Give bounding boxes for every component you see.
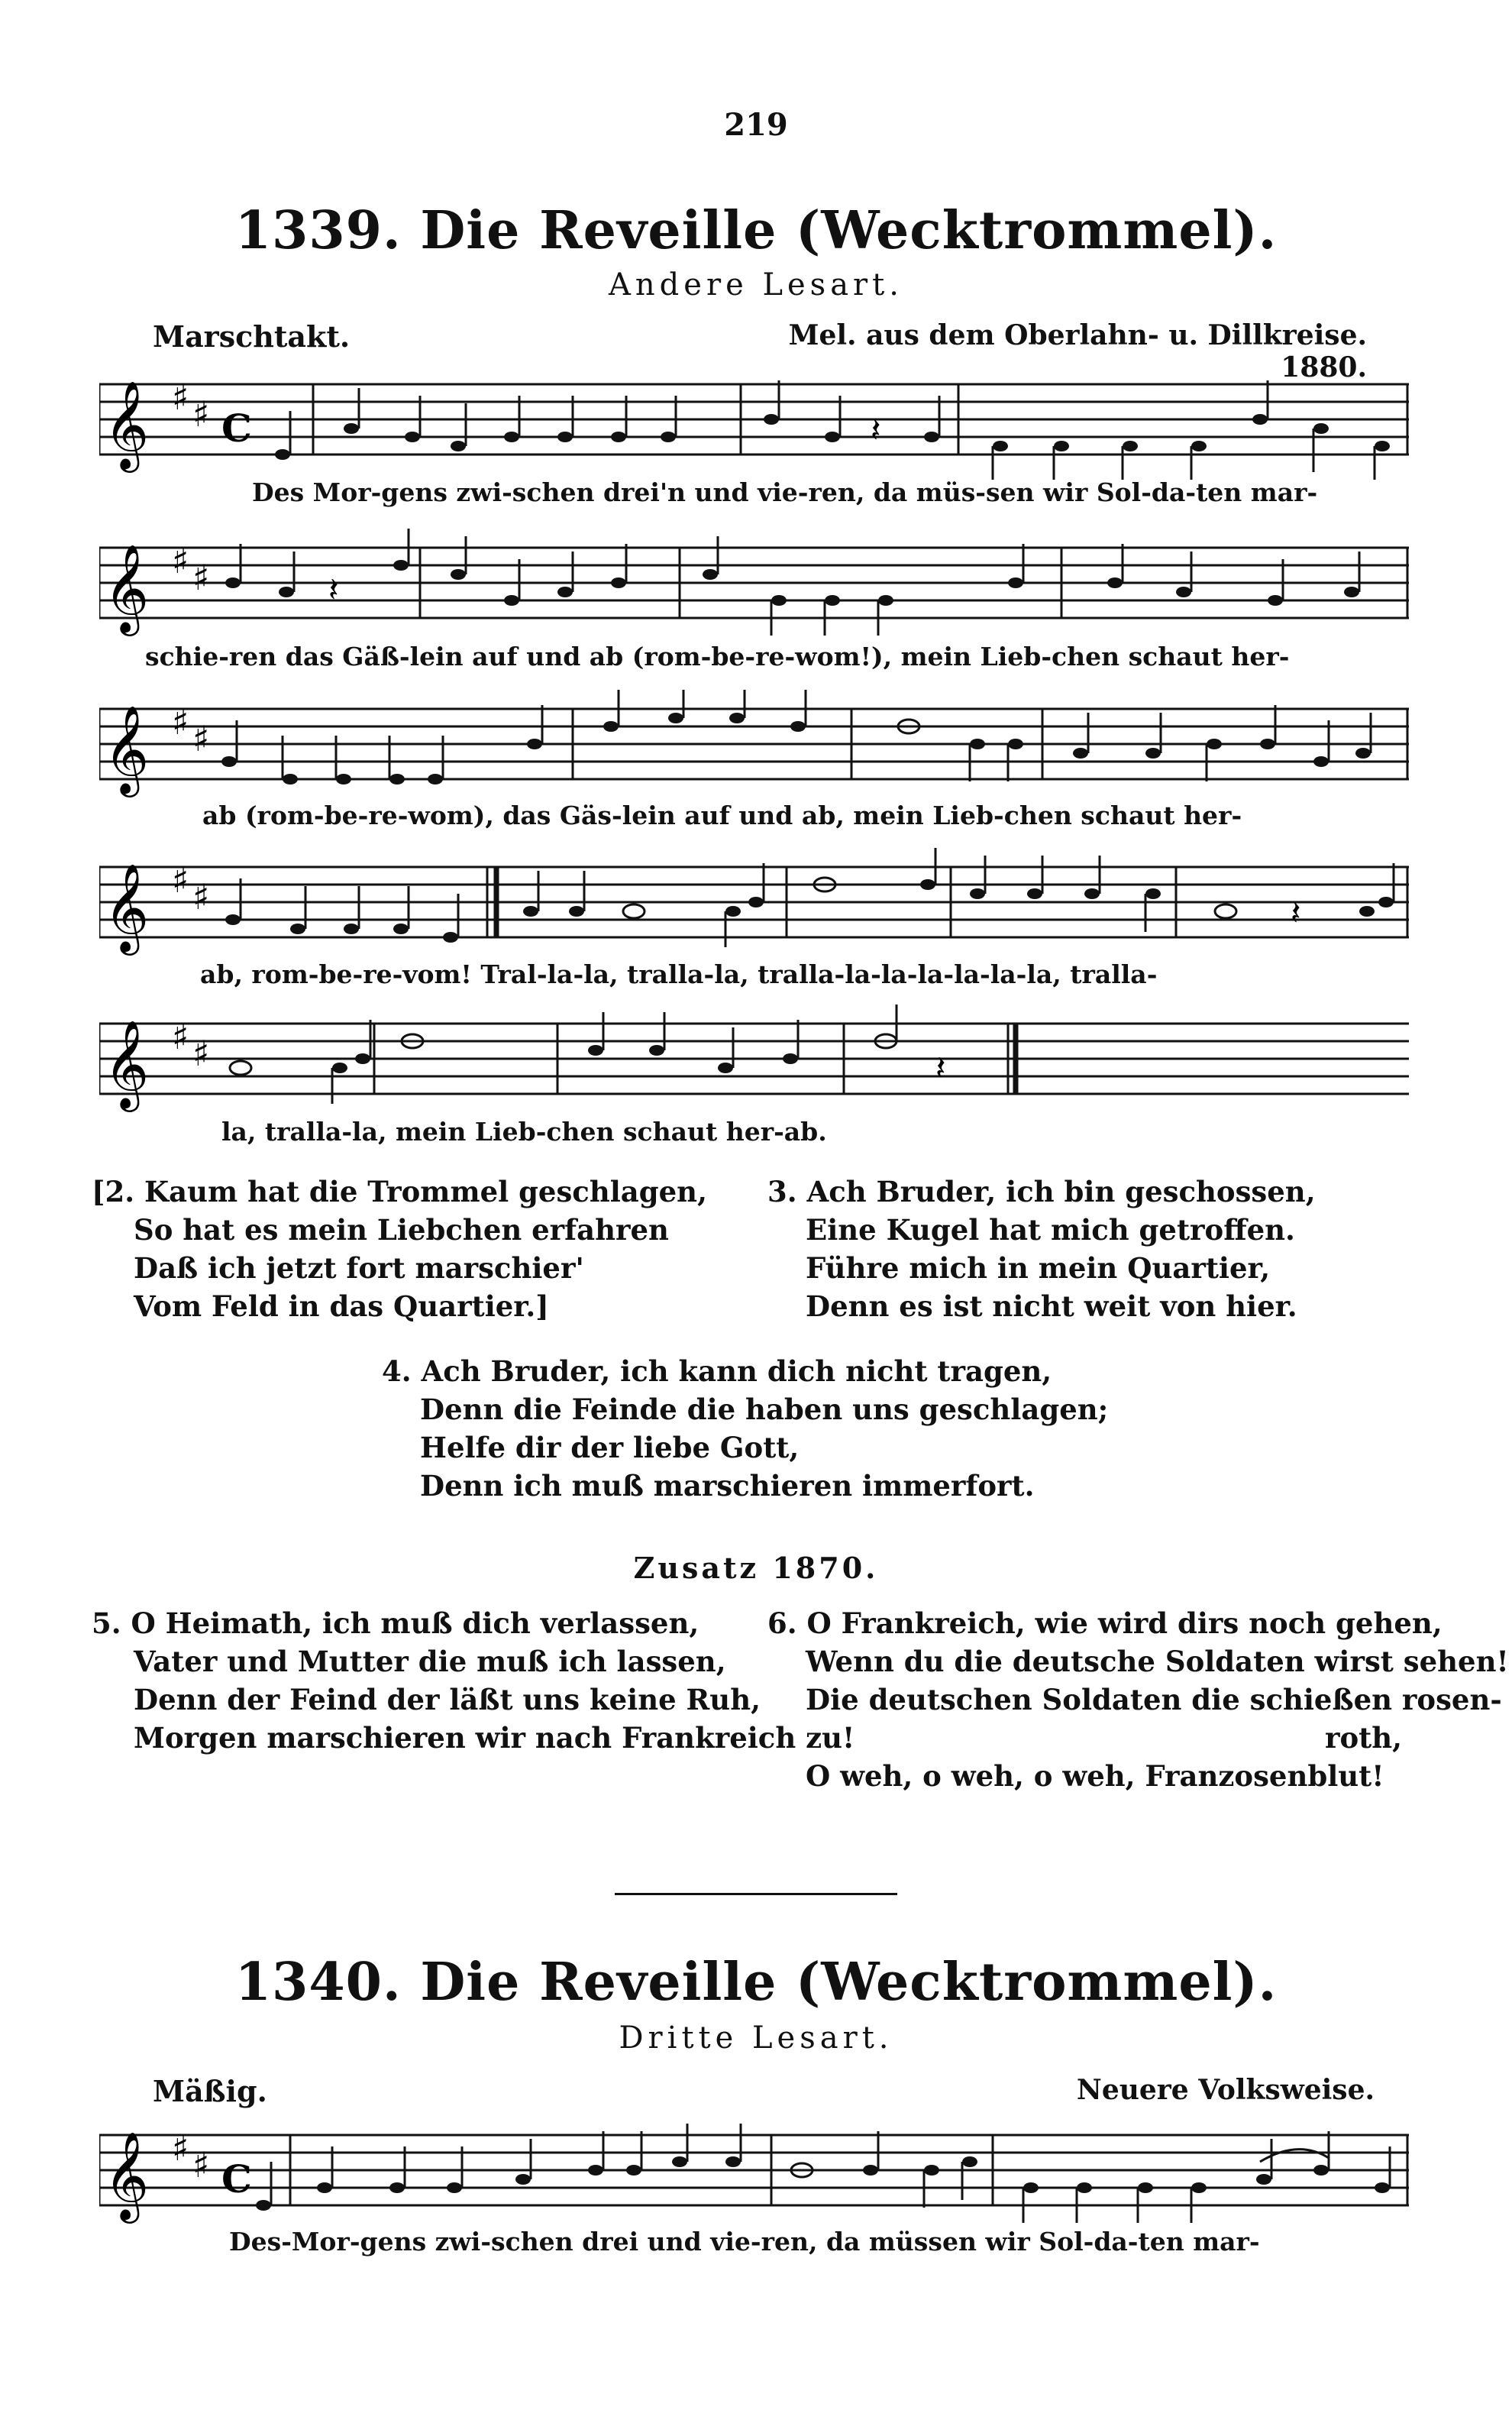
verse-4-line-2: Denn die Feinde die haben uns geschlagen;: [420, 1393, 1109, 1426]
verse-3-line-2: Eine Kugel hat mich getroffen.: [806, 1213, 1295, 1247]
svg-text:♯: ♯: [172, 701, 189, 742]
svg-text:♯: ♯: [172, 540, 189, 581]
song-1339-tempo: Marschtakt.: [153, 319, 351, 354]
verse-3: [767, 1173, 1316, 1325]
verse-5-line-3: Denn der Feind der läßt uns keine Ruh,: [134, 1683, 761, 1716]
verse-2-line-1: [2. Kaum hat die Trommel geschlagen,: [92, 1175, 707, 1208]
svg-text:𝄞: 𝄞: [104, 2130, 150, 2220]
verse-6-line-3: Die deutschen Soldaten die schießen rosen-: [806, 1683, 1502, 1716]
music-staff-2: [99, 529, 1409, 643]
svg-text:C: C: [221, 406, 252, 451]
song-1339-lyric-line-2: schie-ren das Gäß-lein auf und ab (rom-be-re-wom!), mein Lieb-chen schaut her-: [145, 642, 1290, 671]
verse-6: [767, 1604, 1509, 1795]
svg-text:𝄽: 𝄽: [328, 571, 339, 610]
verse-5: [92, 1604, 855, 1757]
song-1340-lyric-line-1: Des-Mor-gens zwi-schen drei und vie-ren, da müssen wir Sol-da-ten mar-: [229, 2227, 1260, 2256]
svg-text:𝄞: 𝄞: [104, 1019, 150, 1108]
svg-text:𝄽: 𝄽: [871, 411, 881, 450]
music-staff-4: [99, 848, 1409, 962]
svg-text:𝄞: 𝄞: [104, 543, 150, 632]
svg-text:♯: ♯: [172, 859, 189, 901]
verse-6-line-2: Wenn du die deutsche Soldaten wirst sehen!: [806, 1645, 1509, 1678]
verse-4-line-1: 4. Ach Bruder, ich kann dich nicht tragen,: [382, 1354, 1052, 1388]
svg-text:♯: ♯: [192, 2144, 210, 2185]
verse-3-line-1: 3. Ach Bruder, ich bin geschossen,: [767, 1175, 1316, 1208]
song-1340-melody-source: Neuere Volksweise.: [1076, 2074, 1375, 2106]
verse-4-line-4: Denn ich muß marschieren immerfort.: [420, 1469, 1035, 1503]
song-1339-subtitle: Andere Lesart.: [609, 267, 903, 302]
svg-text:♯: ♯: [172, 2127, 189, 2169]
song-1340-tempo: Mäßig.: [153, 2074, 267, 2108]
verse-2-line-4: Vom Feld in das Quartier.]: [134, 1289, 549, 1323]
song-1340-subtitle: Dritte Lesart.: [619, 2020, 893, 2056]
song-1340-title: 1340. Die Reveille (Wecktrommel).: [234, 1952, 1278, 2013]
verse-6-line-5: O weh, o weh, o weh, Franzosenblut!: [806, 1759, 1384, 1793]
song-1339-lyric-line-3: ab (rom-be-re-wom), das Gäs-lein auf und ab, mein Lieb-chen schaut her-: [202, 801, 1242, 830]
song-1339-melody-source: Mel. aus dem Oberlahn- u. Dillkreise. 1880.: [788, 319, 1367, 383]
svg-text:♯: ♯: [192, 557, 210, 598]
verse-5-line-4: Morgen marschieren wir nach Frankreich zu!: [134, 1721, 855, 1755]
song-1339-lyric-line-4: ab, rom-be-re-vom! Tral-la-la, tralla-la, tralla-la-la-la-la-la-la, tralla-: [200, 959, 1158, 989]
section-divider: [615, 1893, 897, 1895]
song-1339-lyric-line-1: Des Mor-gens zwi-schen drei'n und vie-ren, da müs-sen wir Sol-da-ten mar-: [252, 477, 1318, 507]
svg-text:♯: ♯: [192, 1033, 210, 1074]
verse-2: [92, 1173, 707, 1325]
verse-3-line-3: Führe mich in mein Quartier,: [806, 1251, 1271, 1285]
svg-text:♯: ♯: [172, 1016, 189, 1057]
verse-4-line-3: Helfe dir der liebe Gott,: [420, 1431, 800, 1464]
svg-text:𝄞: 𝄞: [104, 704, 150, 794]
svg-text:𝄽: 𝄽: [935, 1049, 946, 1088]
music-staff-1: [99, 365, 1409, 480]
song-1339-title: 1339. Die Reveille (Wecktrommel).: [234, 200, 1278, 261]
svg-text:𝄞: 𝄞: [104, 380, 150, 469]
verse-6-line-4: roth,: [1325, 1721, 1403, 1755]
page-number: 219: [724, 107, 788, 143]
verse-2-line-3: Daß ich jetzt fort marschier': [134, 1251, 584, 1285]
music-staff-3: [99, 690, 1409, 804]
verse-5-line-2: Vater und Mutter die muß ich lassen,: [134, 1645, 726, 1678]
music-staff-6: [99, 2116, 1409, 2231]
verse-3-line-4: Denn es ist nicht weit von hier.: [806, 1289, 1297, 1323]
verse-2-line-2: So hat es mein Liebchen erfahren: [134, 1213, 669, 1247]
svg-text:C: C: [221, 2156, 252, 2201]
zusatz-heading: Zusatz 1870.: [633, 1551, 879, 1585]
verse-6-line-1: 6. O Frankreich, wie wird dirs noch gehen,: [767, 1606, 1443, 1640]
svg-text:𝄽: 𝄽: [1291, 894, 1301, 933]
verse-4: [382, 1352, 1108, 1505]
music-staff-5: [99, 1004, 1409, 1119]
song-1339-lyric-line-5: la, tralla-la, mein Lieb-chen schaut her-ab.: [221, 1117, 827, 1147]
verse-5-line-1: 5. O Heimath, ich muß dich verlassen,: [92, 1606, 699, 1640]
svg-text:♯: ♯: [192, 393, 210, 435]
svg-text:𝄞: 𝄞: [104, 862, 150, 952]
svg-text:♯: ♯: [192, 718, 210, 759]
svg-text:♯: ♯: [172, 377, 189, 418]
svg-text:♯: ♯: [192, 876, 210, 917]
